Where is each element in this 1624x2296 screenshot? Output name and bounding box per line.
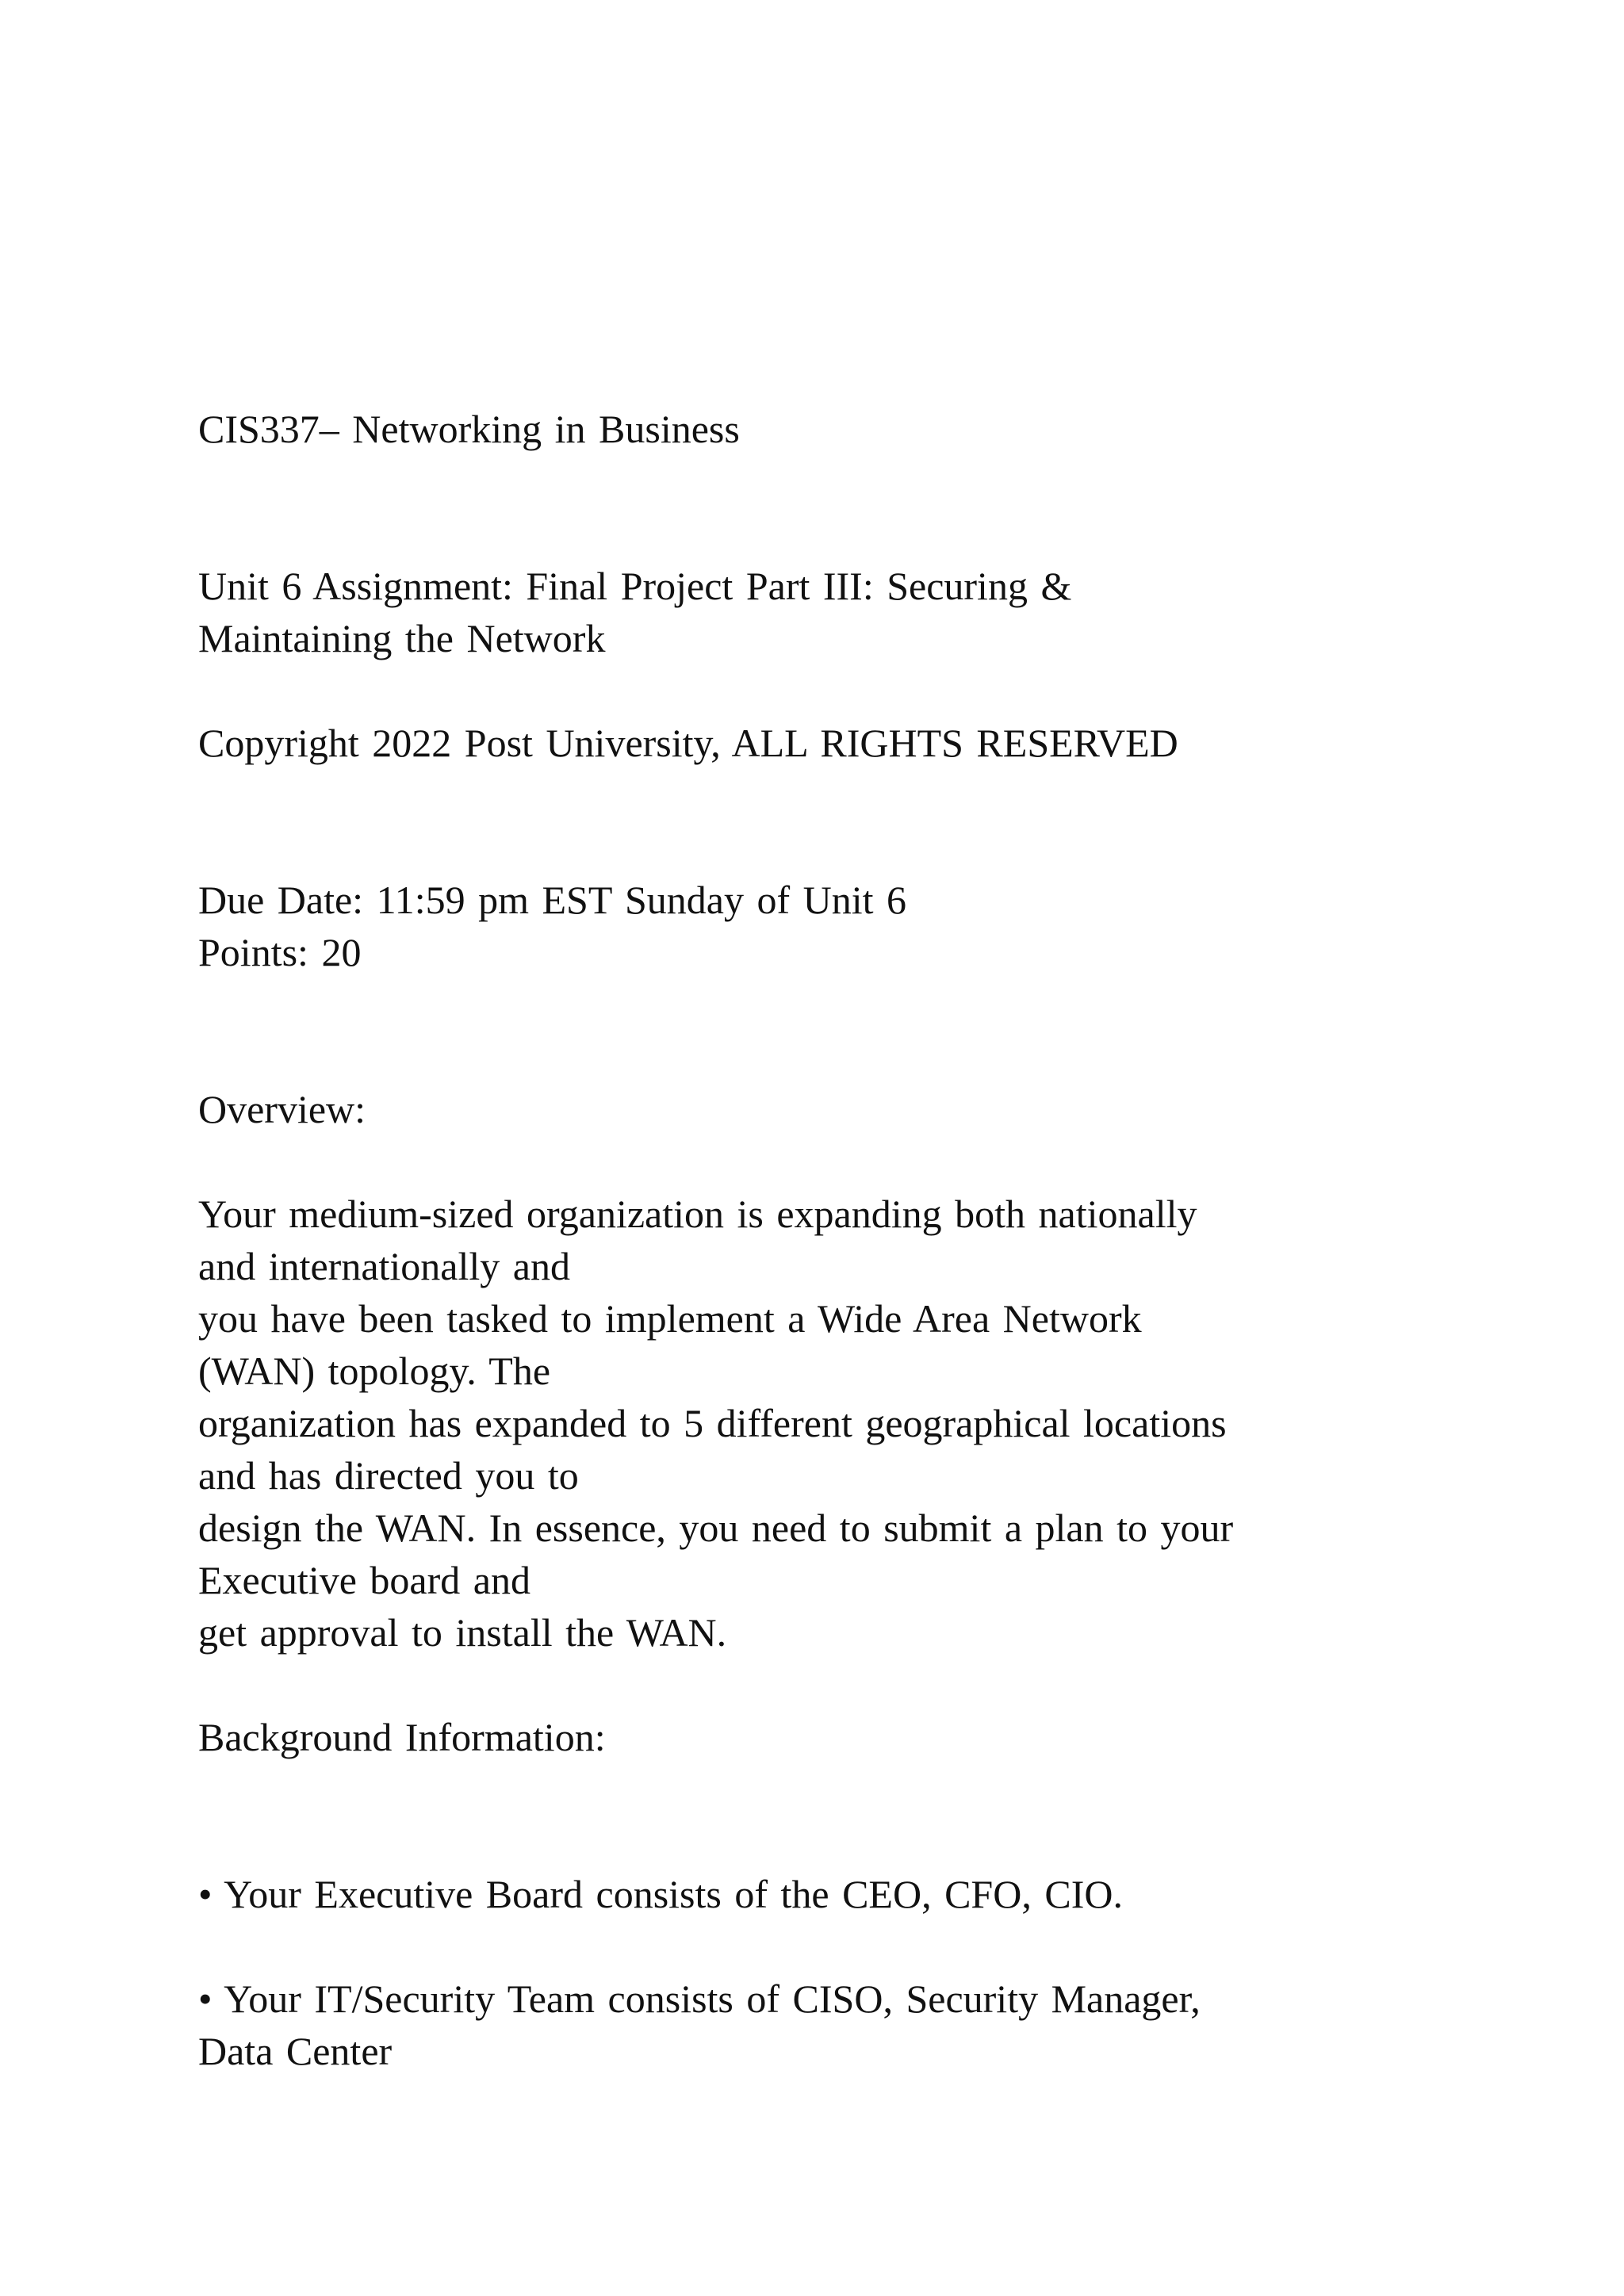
assignment-title-line-1: Unit 6 Assignment: Final Project Part III: Securing & [198,564,1072,608]
points: Points: 20 [198,930,362,974]
overview-heading: Overview: [198,1087,366,1131]
bullet-item: • Your IT/Security Team consists of CISO, Security Manager, [198,1976,1201,2021]
overview-line: Executive board and [198,1558,530,1602]
course-title: CIS337– Networking in Business [198,407,740,451]
overview-line: and internationally and [198,1244,570,1288]
overview-line: Your medium-sized organization is expanding both nationally [198,1192,1197,1236]
copyright-notice: Copyright 2022 Post University, ALL RIGHTS RESERVED [198,721,1178,765]
overview-line: (WAN) topology. The [198,1349,551,1393]
overview-line: get approval to install the WAN. [198,1610,727,1655]
assignment-title-line-2: Maintaining the Network [198,616,606,660]
bullet-item-continuation: Data Center [198,2029,393,2073]
overview-line: design the WAN. In essence, you need to submit a plan to your [198,1506,1234,1550]
due-date: Due Date: 11:59 pm EST Sunday of Unit 6 [198,878,907,922]
bullet-item: • Your Executive Board consists of the CEO, CFO, CIO. [198,1872,1123,1916]
overview-line: you have been tasked to implement a Wide Area Network [198,1296,1142,1341]
overview-line: organization has expanded to 5 different geographical locations [198,1401,1227,1445]
background-heading: Background Information: [198,1715,606,1759]
overview-line: and has directed you to [198,1453,579,1498]
